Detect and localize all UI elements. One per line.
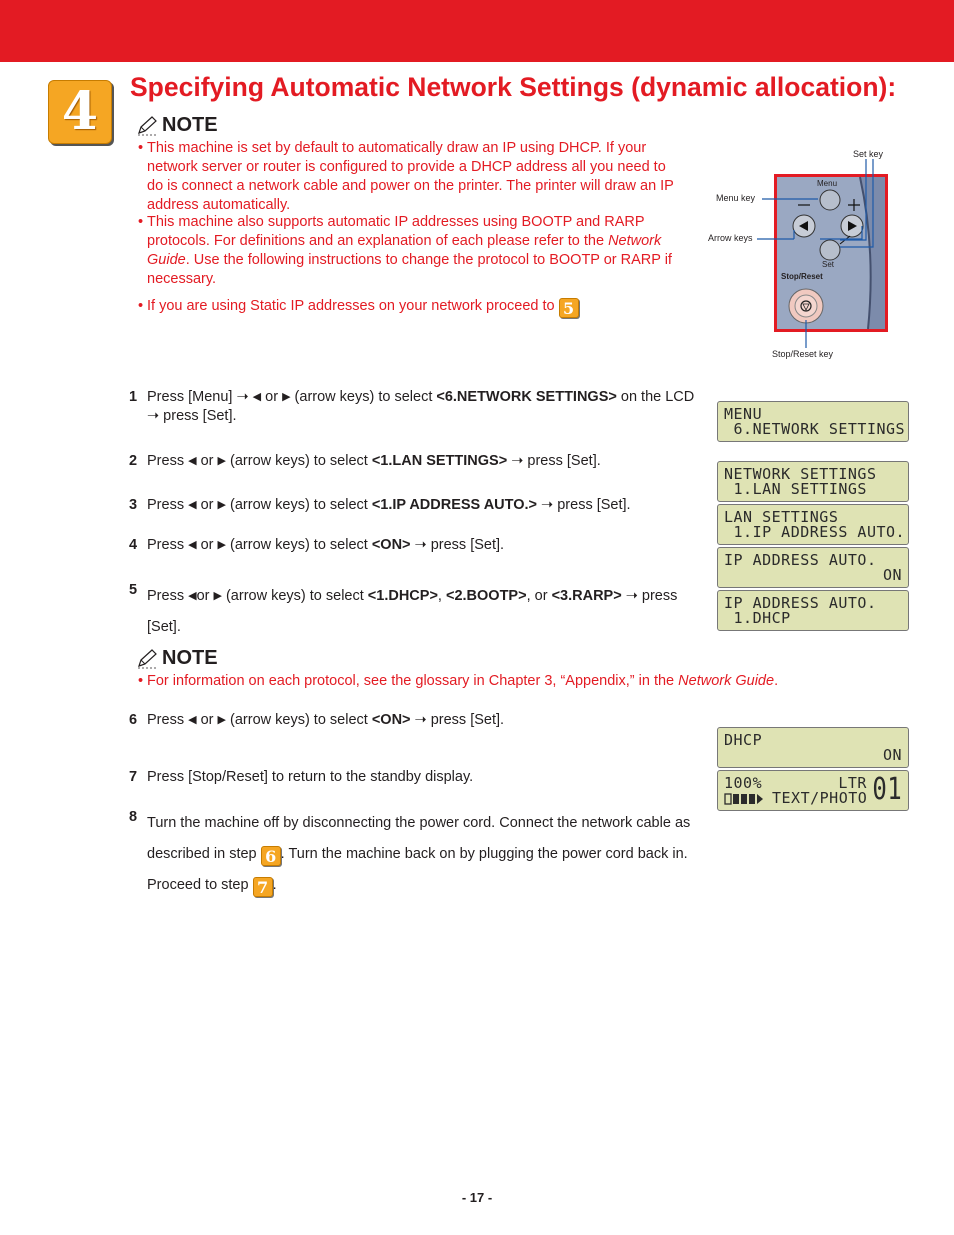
left-arrow-icon: ◀ (188, 714, 197, 726)
arrow-keys-label: Arrow keys (708, 233, 753, 243)
step-2: 2 Press ◀ or ▶ (arrow keys) to select <1.LAN SETTINGS> ➝ press [Set]. (129, 453, 601, 469)
right-arrow-icon: ▶ (217, 539, 226, 551)
density-meter-icon (724, 792, 764, 806)
lcd-display: LAN SETTINGS 1.IP ADDRESS AUTO. (717, 504, 909, 545)
note-heading: NOTE (136, 647, 218, 670)
panel-menu-label: Menu (817, 179, 838, 188)
step-6-badge[interactable]: 6 (261, 846, 281, 866)
right-arrow-icon: ▶ (213, 590, 222, 602)
step-5: 5 Press ◀or ▶ (arrow keys) to select <1.DHCP>, <2.BOOTP>, or <3.RARP> ➝ press [Set]. (129, 582, 678, 635)
right-arrow-icon: ▶ (282, 391, 291, 403)
step-number-badge: 4 (48, 80, 112, 144)
right-arrow-icon: ▶ (217, 455, 226, 467)
set-key-label: Set key (853, 149, 884, 159)
note-bullet: • If you are using Static IP addresses on your network proceed to 5 (147, 297, 675, 318)
stop-reset-key-label: Stop/Reset key (772, 349, 834, 359)
left-arrow-icon: ◀ (188, 455, 197, 467)
note-bullet: • For information on each protocol, see the glossary in Chapter 3, “Appendix,” in the Network Guide. (138, 673, 779, 689)
right-arrow-icon: ▶ (217, 714, 226, 726)
step-3: 3 Press ◀ or ▶ (arrow keys) to select <1.IP ADDRESS AUTO.> ➝ press [Set]. (129, 497, 631, 513)
control-panel-figure (700, 140, 900, 370)
lcd-display: IP ADDRESS AUTO. ON (717, 547, 909, 588)
lcd-display: MENU 6.NETWORK SETTINGS (717, 401, 909, 442)
step-5-badge[interactable]: 5 (559, 298, 579, 318)
page-title: Specifying Automatic Network Settings (dynamic allocation): (130, 72, 897, 102)
step-1: 1 Press [Menu] ➝ ◀ or ▶ (arrow keys) to select <6.NETWORK SETTINGS> on the LCD ➝ press [Set]. (129, 389, 695, 424)
left-arrow-icon: ◀ (188, 499, 197, 511)
lcd-display: NETWORK SETTINGS 1.LAN SETTINGS (717, 461, 909, 502)
step-6: 6 Press ◀ or ▶ (arrow keys) to select <ON> ➝ press [Set]. (129, 712, 505, 728)
copy-count: 01 (872, 772, 902, 807)
left-arrow-icon: ◀ (252, 391, 262, 403)
lcd-display: DHCP ON (717, 727, 909, 768)
page-number: - 17 - (461, 1190, 493, 1205)
menu-key-label: Menu key (716, 193, 756, 203)
panel-stop-reset-label: Stop/Reset (781, 272, 823, 281)
pencil-icon (136, 649, 158, 669)
lcd-display: IP ADDRESS AUTO. 1.DHCP (717, 590, 909, 631)
lcd-display-standby: 100% LTR TEXT/PHOTO 01 (717, 770, 909, 811)
header-bar (0, 0, 954, 62)
note-bullet: • This machine is set by default to automatically draw an IP using DHCP. If your network server or router is configured to provide a DHCP address all you need to do is connect a network cable and power on the printer. The printer will draw an IP address automatically. (138, 140, 674, 213)
note-heading: NOTE (136, 114, 218, 137)
step-4: 4 Press ◀ or ▶ (arrow keys) to select <ON> ➝ press [Set]. (129, 537, 505, 553)
panel-set-label: Set (822, 260, 835, 269)
pencil-icon (136, 116, 158, 136)
step-7-badge[interactable]: 7 (253, 877, 273, 897)
left-arrow-icon: ◀ (188, 590, 197, 602)
right-arrow-icon: ▶ (217, 499, 226, 511)
note-bullet: • This machine also supports automatic IP addresses using BOOTP and RARP protocols. For definitions and an explanation of each please refer to the Network Guide. Use the following instructions to change the protocol to BOOTP or RARP if necessary. (138, 214, 672, 287)
left-arrow-icon: ◀ (188, 539, 197, 551)
step-7: 7 Press [Stop/Reset] to return to the standby display. (129, 769, 474, 785)
step-8: 8 Turn the machine off by disconnecting the power cord. Connect the network cable as described in step 6 . Turn the machine back on by plugging the power cord back in. Proceed to step 7 . (129, 809, 691, 897)
